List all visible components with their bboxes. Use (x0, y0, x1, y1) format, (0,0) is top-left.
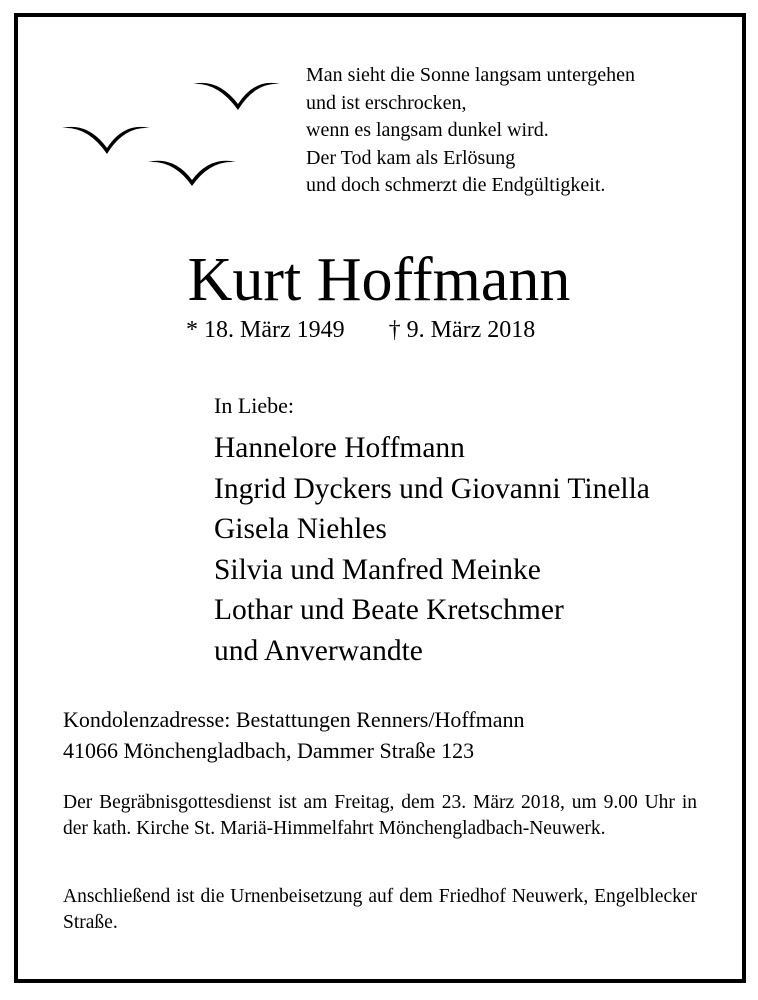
poem-line: wenn es langsam dunkel wird. (306, 119, 549, 141)
burial-info: Anschließend ist die Urnenbeisetzung auf dem Friedhof Neuwerk, Engelblecker Straße. (63, 886, 697, 933)
mourner-name: und Anverwandte (214, 634, 423, 667)
flying-birds-icon (58, 70, 288, 195)
mourner-name: Ingrid Dyckers und Giovanni Tinella (214, 472, 650, 505)
condolence-address (63, 704, 524, 766)
bird-icon (62, 127, 150, 154)
mourner-name: Silvia und Manfred Meinke (214, 553, 541, 586)
mourners-list (214, 428, 650, 671)
funeral-service-info: Der Begräbnisgottesdienst ist am Freitag, dem 23. März 2018, um 9.00 Uhr in der kath. Kirche St. Mariä-Himmelfahrt Mönchengladbach-Neuwerk. (63, 792, 697, 839)
address-line: 41066 Mönchengladbach, Dammer Straße 123 (63, 738, 475, 763)
poem-line: Man sieht die Sonne langsam untergehen (306, 64, 636, 86)
address-line: Kondolenzadresse: Bestattungen Renners/Hoffmann (63, 707, 525, 732)
bird-icon (148, 161, 236, 186)
mourner-name: Gisela Niehles (214, 513, 387, 545)
mourners-intro: In Liebe: (214, 393, 295, 418)
poem-line: und ist erschrocken, (306, 91, 467, 114)
deceased-name: Kurt Hoffmann (187, 246, 571, 314)
bird-icon (193, 83, 280, 110)
mourner-name: Lothar und Beate Kretschmer (214, 594, 564, 626)
poem (306, 62, 726, 200)
poem-line: und doch schmerzt die Endgültigkeit. (306, 174, 606, 196)
mourner-name: Hannelore Hoffmann (214, 432, 465, 464)
poem-line: Der Tod kam als Erlösung (306, 146, 516, 169)
birth-date: * 18. März 1949 (186, 317, 345, 343)
life-dates (186, 313, 535, 347)
death-date: † 9. März 2018 (388, 317, 536, 343)
